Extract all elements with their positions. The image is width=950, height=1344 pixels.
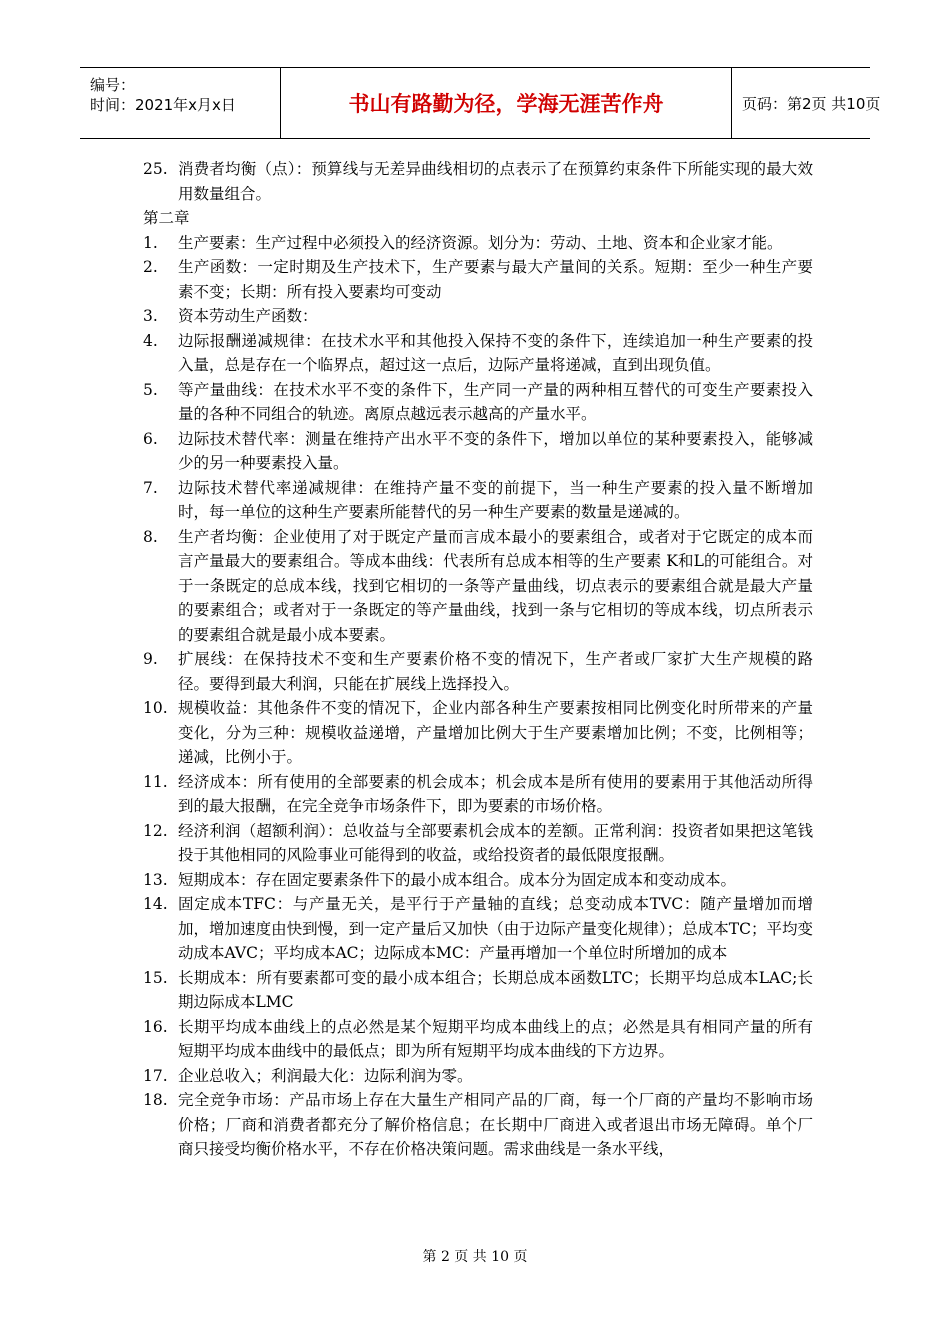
list-item-text: 扩展线：在保持技术不变和生产要素价格不变的情况下，生产者或厂家扩大生产规模的路径。要得到最大利润，只能在扩展线上选择投入。 — [178, 650, 813, 693]
list-item-number: 7. — [143, 478, 158, 497]
list-item-text: 规模收益：其他条件不变的情况下，企业内部各种生产要素按相同比例变化时所带来的产量变化，分为三种：规模收益递增，产量增加比例大于生产要素增加比例；不变，比例相等；递减，比例小于。 — [178, 699, 813, 766]
list-item-text: 边际技术替代率递减规律：在维持产量不变的前提下，当一种生产要素的投入量不断增加时，每一单位的这种生产要素所能替代的另一种生产要素的数量是递减的。 — [178, 478, 813, 521]
list-item-text: 生产要素：生产过程中必须投入的经济资源。划分为：劳动、土地、资本和企业家才能。 — [178, 233, 783, 252]
list-item-text: 生产函数：一定时期及生产技术下，生产要素与最大产量间的关系。短期：至少一种生产要素不变；长期：所有投入要素均可变动 — [178, 258, 813, 301]
list-item-number: 11. — [143, 772, 168, 791]
chapter-heading: 第二章 — [143, 209, 190, 227]
header-meta — [80, 68, 280, 138]
list-item-text: 等产量曲线：在技术水平不变的条件下，生产同一产量的两种相互替代的可变生产要素投入量的各种不同组合的轨迹。离原点越远表示越高的产量水平。 — [178, 380, 813, 423]
list-item — [143, 1064, 813, 1089]
definition-list — [143, 231, 813, 1162]
list-item-text: 边际报酬递减规律：在技术水平和其他投入保持不变的条件下，连续追加一种生产要素的投入量，总是存在一个临界点，超过这一点后，边际产量将递减，直到出现负值。 — [178, 331, 813, 374]
list-item-text: 固定成本TFC：与产量无关，是平行于产量轴的直线；总变动成本TVC：随产量增加而增加，增加速度由快到慢，到一定产量后又加快（由于边际产量变化规律）；总成本TC；平均变动成本AVC；平均成本AC；边际成本MC：产量再增加一个单位时所增加的成本 — [178, 895, 813, 962]
list-item — [143, 304, 813, 329]
list-item — [143, 255, 813, 304]
list-item — [143, 525, 813, 648]
document-body — [143, 157, 813, 1162]
list-item — [143, 378, 813, 427]
list-item — [143, 819, 813, 868]
list-item-text: 资本劳动生产函数： — [178, 307, 318, 325]
list-item — [143, 157, 813, 206]
list-item-number: 17. — [143, 1066, 168, 1085]
list-item-number: 6. — [143, 429, 158, 448]
document-date: 时间：2021年x月x日 — [90, 96, 236, 114]
list-item — [143, 696, 813, 770]
list-item-number: 10. — [143, 699, 168, 717]
list-item-number: 5. — [143, 380, 158, 399]
list-item-number: 4. — [143, 331, 158, 350]
list-item — [143, 892, 813, 966]
list-item — [143, 770, 813, 819]
list-item-number: 12. — [143, 821, 168, 840]
document-number-label: 编号： — [90, 76, 136, 94]
list-item-number: 8. — [143, 527, 158, 546]
list-item-number: 3. — [143, 307, 158, 325]
list-item-text: 企业总收入；利润最大化：边际利润为零。 — [178, 1066, 473, 1085]
list-item-text: 完全竞争市场：产品市场上存在大量生产相同产品的厂商，每一个厂商的产量均不影响市场价格；厂商和消费者都充分了解价格信息；在长期中厂商进入或者退出市场无障碍。单个厂商只接受均衡价格水平，不存在价格决策问题。需求曲线是一条水平线， — [178, 1091, 813, 1158]
list-item-text: 经济成本：所有使用的全部要素的机会成本；机会成本是所有使用的要素用于其他活动所得到的最大报酬，在完全竞争市场条件下，即为要素的市场价格。 — [178, 772, 813, 815]
list-item — [143, 647, 813, 696]
list-item-text: 消费者均衡（点）：预算线与无差异曲线相切的点表示了在预算约束条件下所能实现的最大效用数量组合。 — [178, 160, 813, 203]
list-item — [143, 427, 813, 476]
list-item-text: 短期成本：存在固定要素条件下的最小成本组合。成本分为固定成本和变动成本。 — [178, 870, 737, 889]
list-item — [143, 329, 813, 378]
list-item-number: 9. — [143, 650, 158, 668]
list-item-number: 25. — [143, 160, 168, 178]
list-item-number: 15. — [143, 968, 168, 987]
list-item-text: 长期平均成本曲线上的点必然是某个短期平均成本曲线上的点；必然是具有相同产量的所有短期平均成本曲线中的最低点；即为所有短期平均成本曲线的下方边界。 — [178, 1017, 813, 1060]
list-item — [143, 231, 813, 256]
list-item-number: 16. — [143, 1017, 168, 1036]
list-item-number: 1. — [143, 233, 158, 252]
list-item-number: 2. — [143, 258, 158, 276]
list-item — [143, 1088, 813, 1162]
list-item — [143, 868, 813, 893]
list-item-number: 18. — [143, 1091, 168, 1109]
list-item — [143, 1015, 813, 1064]
list-item-number: 14. — [143, 895, 168, 913]
list-item-text: 经济利润（超额利润）：总收益与全部要素机会成本的差额。正常利润：投资者如果把这笔钱投于其他相同的风险事业可能得到的收益，或给投资者的最低限度报酬。 — [178, 821, 813, 864]
list-item-text: 生产者均衡：企业使用了对于既定产量而言成本最小的要素组合，或者对于它既定的成本而言产量最大的要素组合。等成本曲线：代表所有总成本相等的生产要素 K和L的可能组合。对于一条既定的总成本线，找到它相切的一条等产量曲线，切点表示的要素组合就是最大产量的要素组合；或者对于一条既定的等产量曲线，找到一条与它相切的等成本线，切点所表示的要素组合就是最小成本要素。 — [178, 527, 813, 644]
list-item — [143, 966, 813, 1015]
list-item-text: 边际技术替代率：测量在维持产出水平不变的条件下，增加以单位的某种要素投入，能够减少的另一种要素投入量。 — [178, 429, 813, 472]
page-footer: 第 2 页 共 10 页 — [422, 1249, 528, 1265]
page-header — [80, 67, 881, 139]
list-item — [143, 476, 813, 525]
list-item-number: 13. — [143, 870, 168, 889]
list-item-text: 长期成本：所有要素都可变的最小成本组合；长期总成本函数LTC；长期平均总成本LAC;长期边际成本LMC — [178, 968, 813, 1011]
header-page-info: 页码：第2页 共10页 — [742, 94, 881, 113]
header-motto: 书山有路勤为径，学海无涯苦作舟 — [280, 68, 732, 138]
